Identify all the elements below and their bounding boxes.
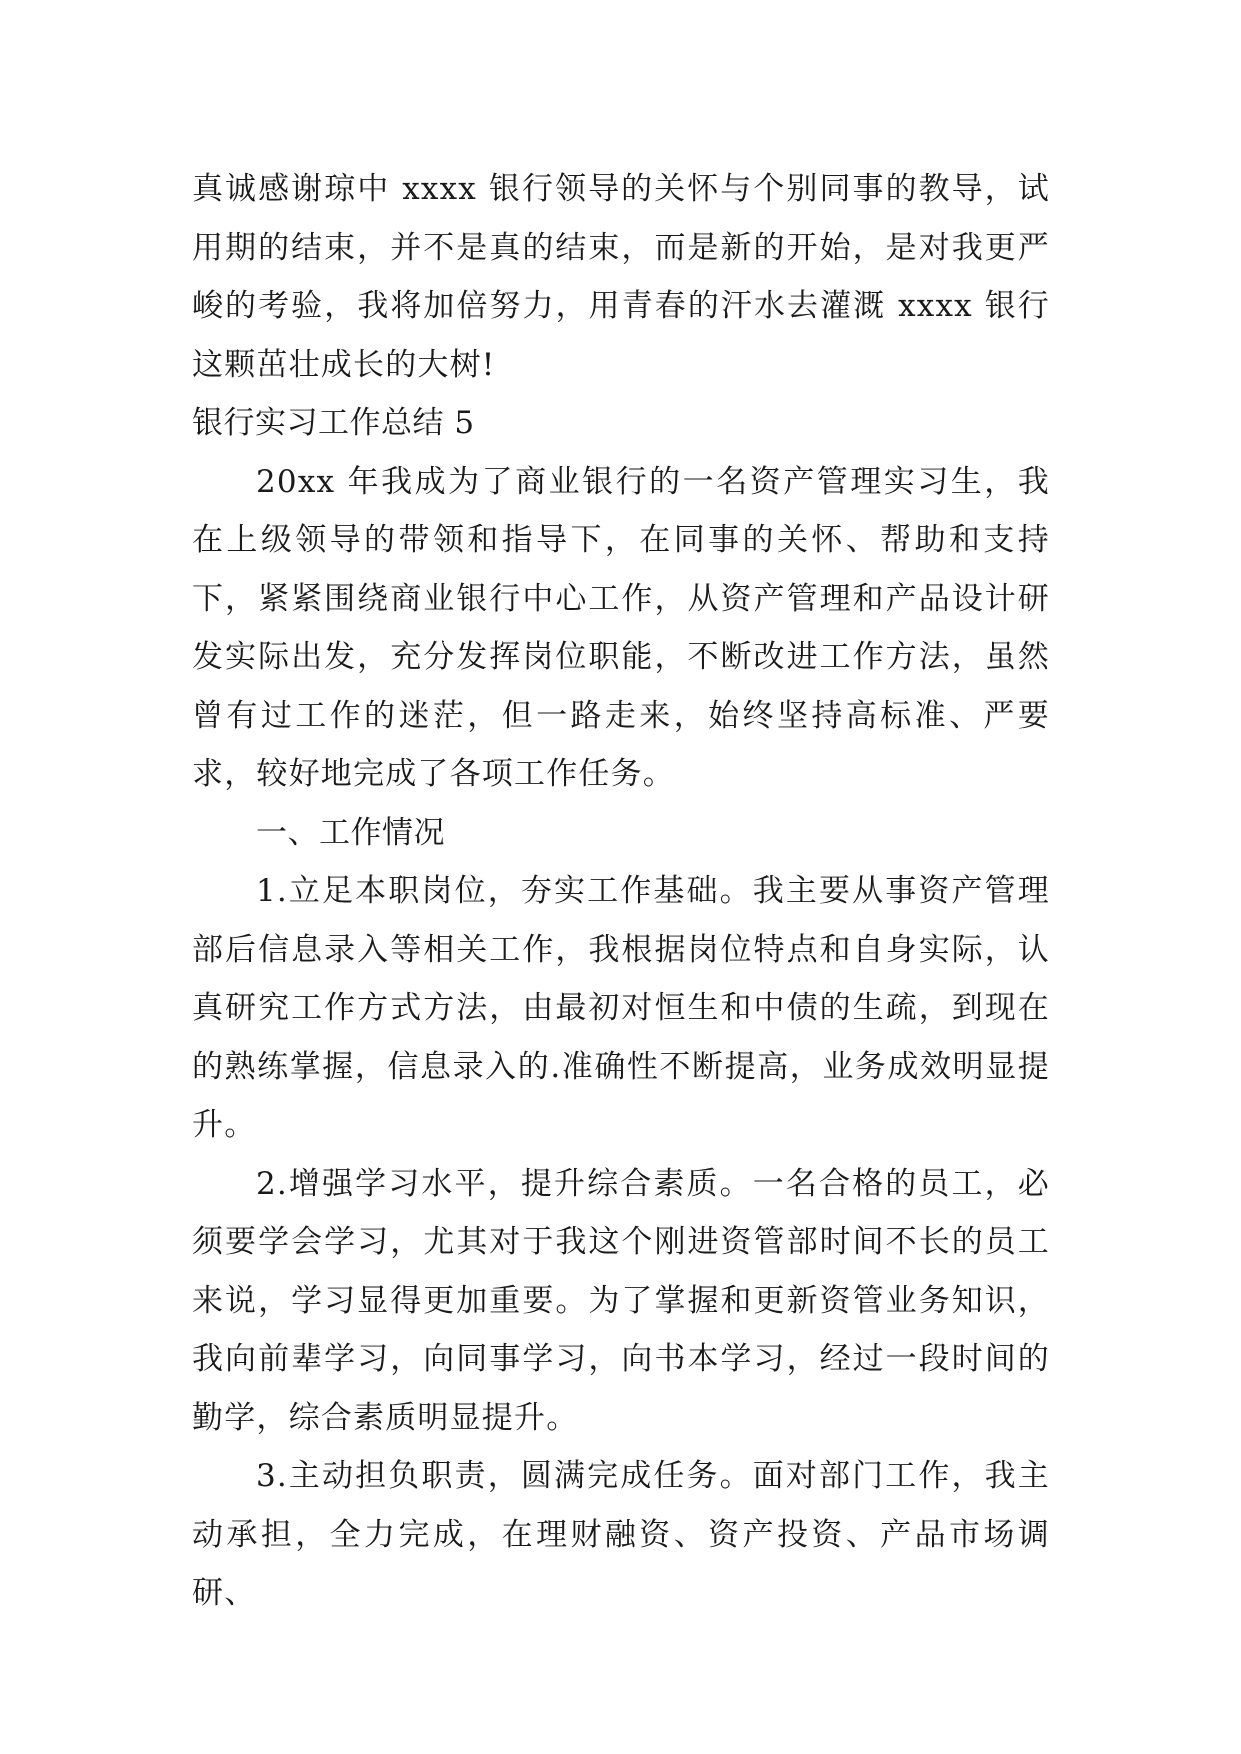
closing-paragraph: 真诚感谢琼中 xxxx 银行领导的关怀与个别同事的教导，试用期的结束，并不是真的结束，而是新的开始，是对我更严峻的考验，我将加倍努力，用青春的汗水去灌溉 xxxx 银行这颗茁壮成长的大树! <box>192 171 1050 383</box>
subheading-work: 一、工作情况 <box>256 814 445 851</box>
list-item-3: 3.主动担负职责，圆满完成任务。面对部门工作，我主动承担，全力完成，在理财融资、资产投资、产品市场调研、 <box>192 1458 1050 1611</box>
document-body <box>192 160 1050 1623</box>
intro-paragraph: 20xx 年我成为了商业银行的一名资产管理实习生，我在上级领导的带领和指导下，在同事的关怀、帮助和支持下，紧紧围绕商业银行中心工作，从资产管理和产品设计研发实际出发，充分发挥岗位职能，不断改进工作方法，虽然曾有过工作的迷茫，但一路走来，始终坚持高标准、严要求，较好地完成了各项工作任务。 <box>192 463 1050 792</box>
list-item-2: 2.增强学习水平，提升综合素质。一名合格的员工，必须要学会学习，尤其对于我这个刚进资管部时间不长的员工来说，学习显得更加重要。为了掌握和更新资管业务知识，我向前辈学习，向同事学习，向书本学习，经过一段时间的勤学，综合素质明显提升。 <box>192 1165 1050 1436</box>
section-title: 银行实习工作总结 5 <box>192 405 475 441</box>
list-item-1: 1.立足本职岗位，夯实工作基础。我主要从事资产管理部后信息录入等相关工作，我根据岗位特点和自身实际，认真研究工作方式方法，由最初对恒生和中债的生疏，到现在的熟练掌握，信息录入的.准确性不断提高，业务成效明显提升。 <box>192 873 1050 1143</box>
